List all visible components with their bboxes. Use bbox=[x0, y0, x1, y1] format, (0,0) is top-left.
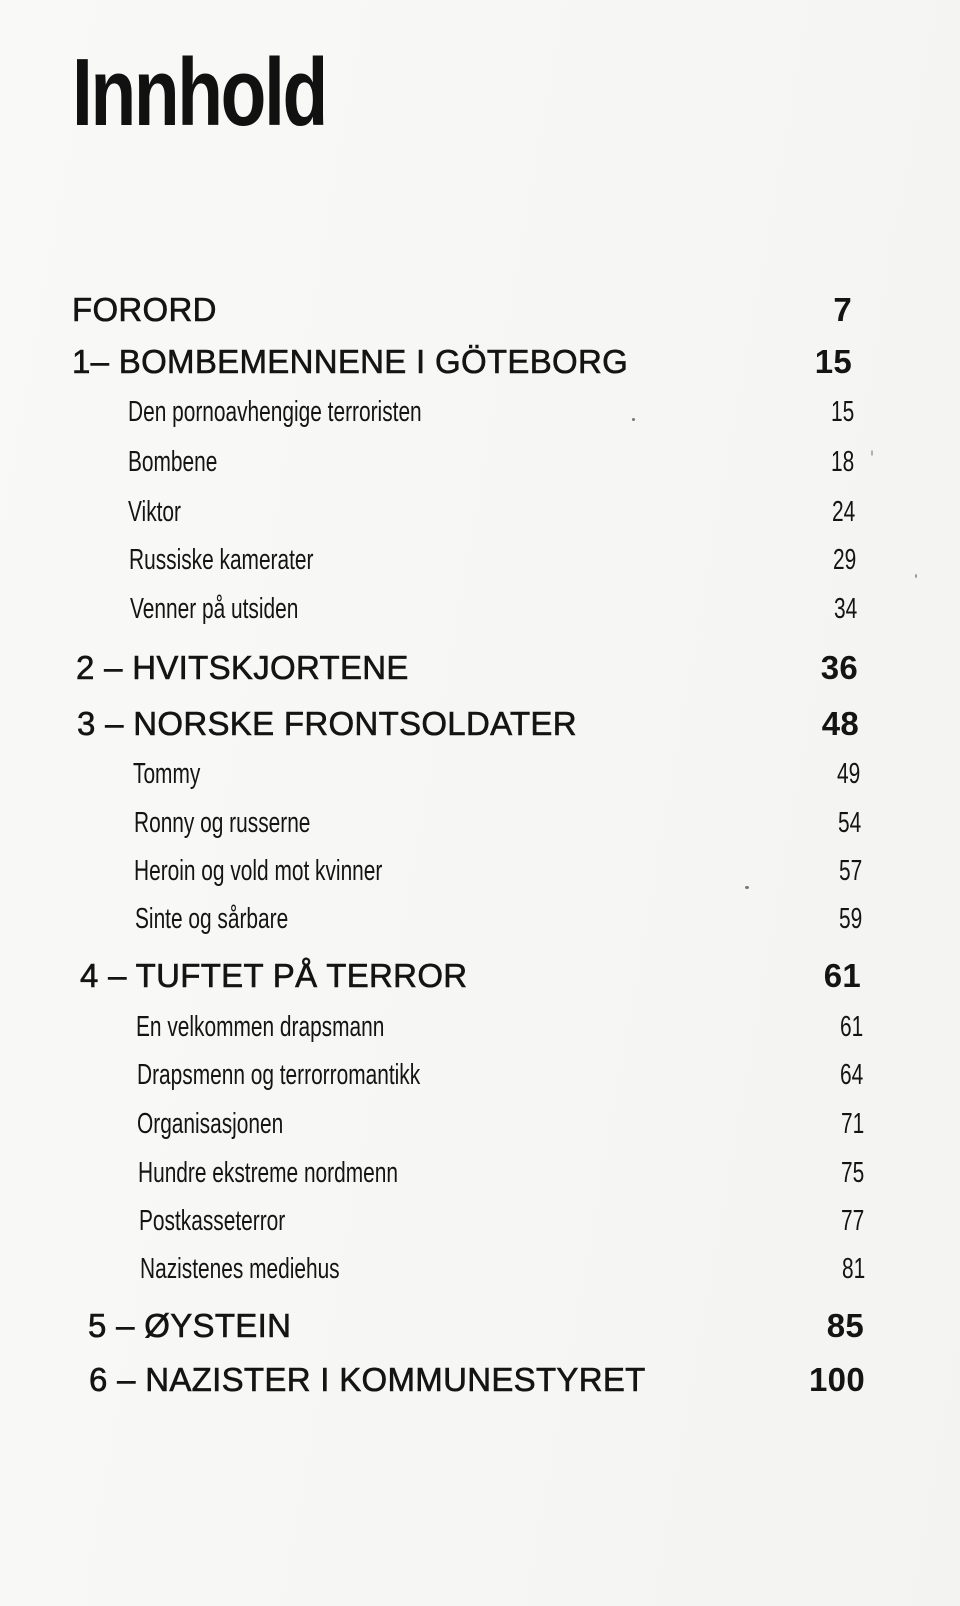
toc-section bbox=[136, 1005, 863, 1049]
toc-section-title: Postkasseterror bbox=[139, 1205, 286, 1237]
toc-chapter-title: FORORD bbox=[72, 291, 217, 328]
toc-page-number: 61 bbox=[839, 1011, 863, 1043]
toc-page-number: 15 bbox=[814, 343, 852, 380]
toc-section bbox=[140, 1247, 865, 1291]
toc-section bbox=[138, 1151, 864, 1195]
toc-section bbox=[129, 538, 856, 582]
toc-section bbox=[128, 490, 855, 534]
toc-section bbox=[139, 1199, 864, 1243]
toc-section bbox=[135, 897, 862, 941]
toc-page-number: 49 bbox=[836, 758, 860, 790]
toc-page-number: 54 bbox=[837, 807, 861, 839]
toc-section-title: Tommy bbox=[133, 758, 201, 790]
toc-section-title: Bombene bbox=[128, 446, 218, 478]
toc-page-number: 24 bbox=[831, 496, 855, 528]
toc-chapter bbox=[88, 1304, 864, 1348]
toc-section bbox=[137, 1102, 864, 1146]
toc-section-title: Hundre ekstreme nordmenn bbox=[138, 1157, 398, 1189]
toc-chapter-title: 5 – ØYSTEIN bbox=[88, 1307, 292, 1344]
toc-page-number: 34 bbox=[833, 593, 857, 625]
toc-chapter bbox=[89, 1358, 865, 1402]
toc-page-number: 81 bbox=[841, 1253, 865, 1285]
toc-section bbox=[134, 849, 862, 893]
toc-page-number: 75 bbox=[840, 1157, 864, 1189]
toc-chapter bbox=[72, 288, 852, 332]
toc-section-title: Venner på utsiden bbox=[130, 593, 299, 625]
toc-section-title: Den pornoavhengige terroristen bbox=[128, 396, 422, 428]
toc-page-number: 77 bbox=[840, 1205, 864, 1237]
toc-chapter-title: 1– BOMBEMENNENE I GÖTEBORG bbox=[72, 343, 629, 380]
toc-section bbox=[137, 1053, 863, 1097]
paper-speck bbox=[745, 886, 749, 889]
paper-speck bbox=[632, 418, 635, 421]
toc-page-number: 64 bbox=[839, 1059, 863, 1091]
toc-page-number: 85 bbox=[826, 1307, 864, 1344]
toc-section-title: Russiske kamerater bbox=[129, 544, 314, 576]
toc-chapter bbox=[77, 702, 859, 746]
toc-page-number: 18 bbox=[830, 446, 854, 478]
toc-section-title: Drapsmenn og terrorromantikk bbox=[137, 1059, 421, 1091]
toc-chapter-title: 2 – HVITSKJORTENE bbox=[76, 649, 409, 686]
toc-section-title: Organisasjonen bbox=[137, 1108, 284, 1140]
toc-page-number: 57 bbox=[838, 855, 862, 887]
paper-speck bbox=[871, 450, 873, 456]
toc-page-number: 48 bbox=[821, 705, 859, 742]
toc-page-number: 29 bbox=[832, 544, 856, 576]
toc-section bbox=[128, 440, 854, 484]
toc-chapter-title: 3 – NORSKE FRONTSOLDATER bbox=[77, 705, 577, 742]
toc-page-number: 100 bbox=[809, 1361, 865, 1398]
toc-section bbox=[128, 390, 854, 434]
toc-page-number: 36 bbox=[820, 649, 858, 686]
toc-section-title: Sinte og sårbare bbox=[135, 903, 289, 935]
toc-chapter bbox=[72, 340, 852, 384]
toc-section-title: Viktor bbox=[128, 496, 181, 528]
toc-page-number: 59 bbox=[838, 903, 862, 935]
toc-section-title: Heroin og vold mot kvinner bbox=[134, 855, 383, 887]
toc-chapter-title: 4 – TUFTET PÅ TERROR bbox=[80, 957, 468, 994]
toc-page-number: 15 bbox=[830, 396, 854, 428]
toc-page-number: 61 bbox=[823, 957, 861, 994]
toc-section bbox=[134, 801, 861, 845]
toc-chapter-title: 6 – NAZISTER I KOMMUNESTYRET bbox=[89, 1361, 646, 1398]
paper-speck bbox=[915, 574, 917, 578]
toc-page-number: 71 bbox=[840, 1108, 864, 1140]
toc-chapter bbox=[80, 954, 861, 998]
toc-page-number: 7 bbox=[833, 291, 852, 328]
toc-section bbox=[133, 752, 860, 796]
toc-section-title: Nazistenes mediehus bbox=[140, 1253, 340, 1285]
toc-section-title: En velkommen drapsmann bbox=[136, 1011, 385, 1043]
toc-chapter bbox=[76, 646, 858, 690]
toc-section bbox=[130, 587, 857, 631]
page-title: Innhold bbox=[72, 39, 326, 146]
toc-section-title: Ronny og russerne bbox=[134, 807, 311, 839]
